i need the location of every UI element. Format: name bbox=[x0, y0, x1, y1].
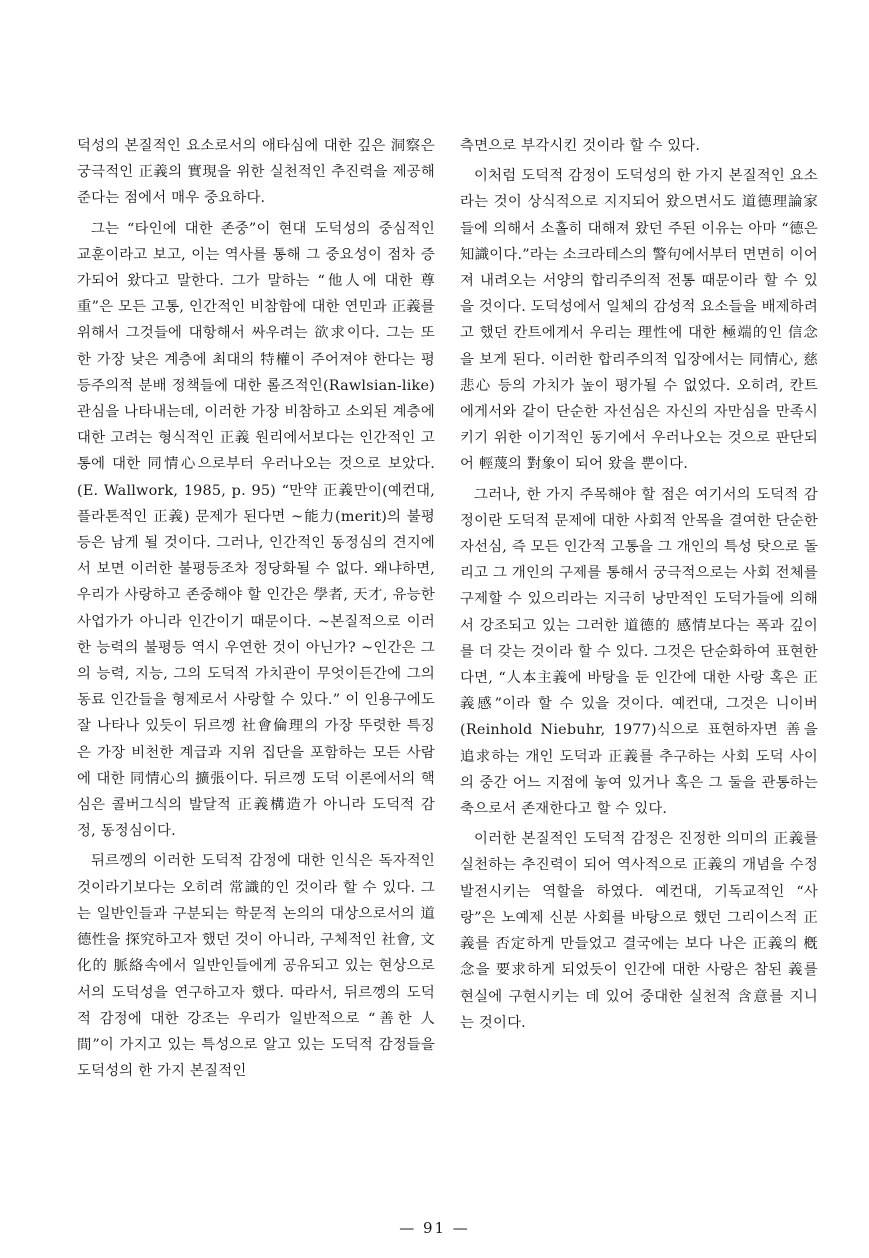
paragraph: 덕성의 본질적인 요소로서의 애타심에 대한 깊은 洞察은 궁극적인 正義의 實現을 위한 실천적인 추진력을 제공해 준다는 점에서 매우 중요하다. bbox=[77, 138, 435, 207]
paragraph: 이처럼 도덕적 감정이 도덕성의 한 가지 본질적인 요소라는 것이 상식적으로 지지되어 왔으면서도 道德理論家들에 의해서 소홀히 대해져 왔던 주된 이유는 아마 “德은 知識이다.”라는 소크라테스의 警句에서부터 면면히 이어져 내려오는 서양의 합리주의적 전통 때문이라 할 수 있을 것이다. 도덕성에서 일체의 감성적 요소들을 배제하려고 했던 칸트에게서 우리는 理性에 대한 極端的인 信念을 보게 된다. 이러한 합리주의적 입장에서는 同情心, 慈悲心 등의 가치가 높이 평가될 수 없었다. 오히려, 칸트에게서와 같이 단순한 자선심은 자신의 자만심을 만족시키기 위한 이기적인 동기에서 우러나오는 것으로 판단되어 輕蔑의 對象이 되어 왔을 뿐이다. bbox=[460, 168, 818, 473]
paragraph: 측면으로 부각시킨 것이라 할 수 있다. bbox=[460, 138, 701, 154]
left-column bbox=[77, 133, 435, 1084]
paragraph: 그는 “타인에 대한 존중”이 현대 도덕성의 중심적인 교훈이라고 보고, 이는 역사를 통해 그 중요성이 점차 증가되어 왔다고 말한다. 그가 말하는 “他人에 대한 尊重”은 모든 고통, 인간적인 비참함에 대한 연민과 正義를 위해서 그것들에 대항해서 싸우려는 欲求이다. 그는 또한 가장 낮은 계층에 최대의 特權이 주어져야 한다는 평등주의적 분배 정책들에 대한 롤즈적인(Rawlsian-like) 관심을 나타내는데, 이러한 가장 비참하고 소외된 계층에 대한 고려는 형식적인 正義 원리에서보다는 인간적인 고통에 대한 同情心으로부터 우러나오는 것으로 보았다. (E. Wallwork, 1985, p. 95) “만약 正義만이(예컨대, 플라톤적인 正義) 문제가 된다면 ~能力(merit)의 불평등은 남게 될 것이다. 그러나, 인간적인 동정심의 견지에서 보면 이러한 불평등조차 정당화될 수 없다. 왜냐하면, 우리가 사랑하고 존중해야 할 인간은 學者, 天才, 유능한 사업가가 아니라 인간이기 때문이다. ~본질적으로 이러한 능력의 불평등 역시 우연한 것이 아닌가? ~인간은 그의 능력, 지능, 그의 도덕적 가치관이 무엇이든간에 그의 동료 인간들을 형제로서 사랑할 수 있다.” 이 인용구에도 잘 나타나 있듯이 뒤르껭 社會倫理의 가장 뚜렷한 특징은 가장 비천한 계급과 지위 집단을 포함하는 모든 사람에 대한 同情心의 擴張이다. 뒤르껭 도덕 이론에서의 핵심은 콜버그식의 발달적 正義構造가 아니라 도덕적 감정, 동정심이다. bbox=[77, 220, 435, 840]
paragraph: 뒤르껭의 이러한 도덕적 감정에 대한 인식은 독자적인 것이라기보다는 오히려 常識的인 것이라 할 수 있다. 그는 일반인들과 구분되는 학문적 논의의 대상으로서의 道德性을 探究하고자 했던 것이 아니라, 구체적인 社會, 文化的 脈絡속에서 일반인들에게 공유되고 있는 현상으로서의 도덕성을 연구하고자 했다. 따라서, 뒤르껭의 도덕적 감정에 대한 강조는 우리가 일반적으로 “善한 人間”이 가지고 있는 특성으로 알고 있는 도덕적 감정들을 도덕성의 한 가지 본질적인 bbox=[77, 853, 435, 1080]
paragraph: 이러한 본질적인 도덕적 감정은 진정한 의미의 正義를 실천하는 추진력이 되어 역사적으로 正義의 개념을 수정 발전시키는 역할을 하였다. 예컨대, 기독교적인 “사랑”은 노예제 신분 사회를 바탕으로 했던 그리이스적 正義를 否定하게 만들었고 결국에는 보다 나은 正義의 槪念을 要求하게 되었듯이 인간에 대한 사랑은 참된 義를 현실에 구현시키는 데 있어 중대한 실천적 含意를 지니는 것이다. bbox=[460, 831, 818, 1031]
page-number: — 91 — bbox=[399, 1219, 470, 1237]
paragraph: 그러나, 한 가지 주목해야 할 점은 여기서의 도덕적 감정이란 도덕적 문제에 대한 사회적 안목을 결여한 단순한 자선심, 즉 모든 인간적 고통을 그 개인의 특성 탓으로 돌리고 그 개인의 구제를 통해서 궁극적으로는 사회 전체를 구제할 수 있으리라는 지극히 낭만적인 도덕가들에 의해서 강조되고 있는 그러한 道德的 感情보다는 폭과 깊이를 더 갖는 것이라 할 수 있다. 그것은 단순화하여 표현한다면, “人本主義에 바탕을 둔 인간에 대한 사랑 혹은 正義感”이라 할 수 있을 것이다. 예컨대, 그것은 니이버(Reinhold Niebuhr, 1977)식으로 표현하자면 善을 追求하는 개인 도덕과 正義를 추구하는 사회 도덕 사이의 중간 어느 지점에 놓여 있거나 혹은 그 둘을 관통하는 축으로서 존재한다고 할 수 있다. bbox=[460, 486, 818, 818]
right-column bbox=[460, 133, 818, 1036]
